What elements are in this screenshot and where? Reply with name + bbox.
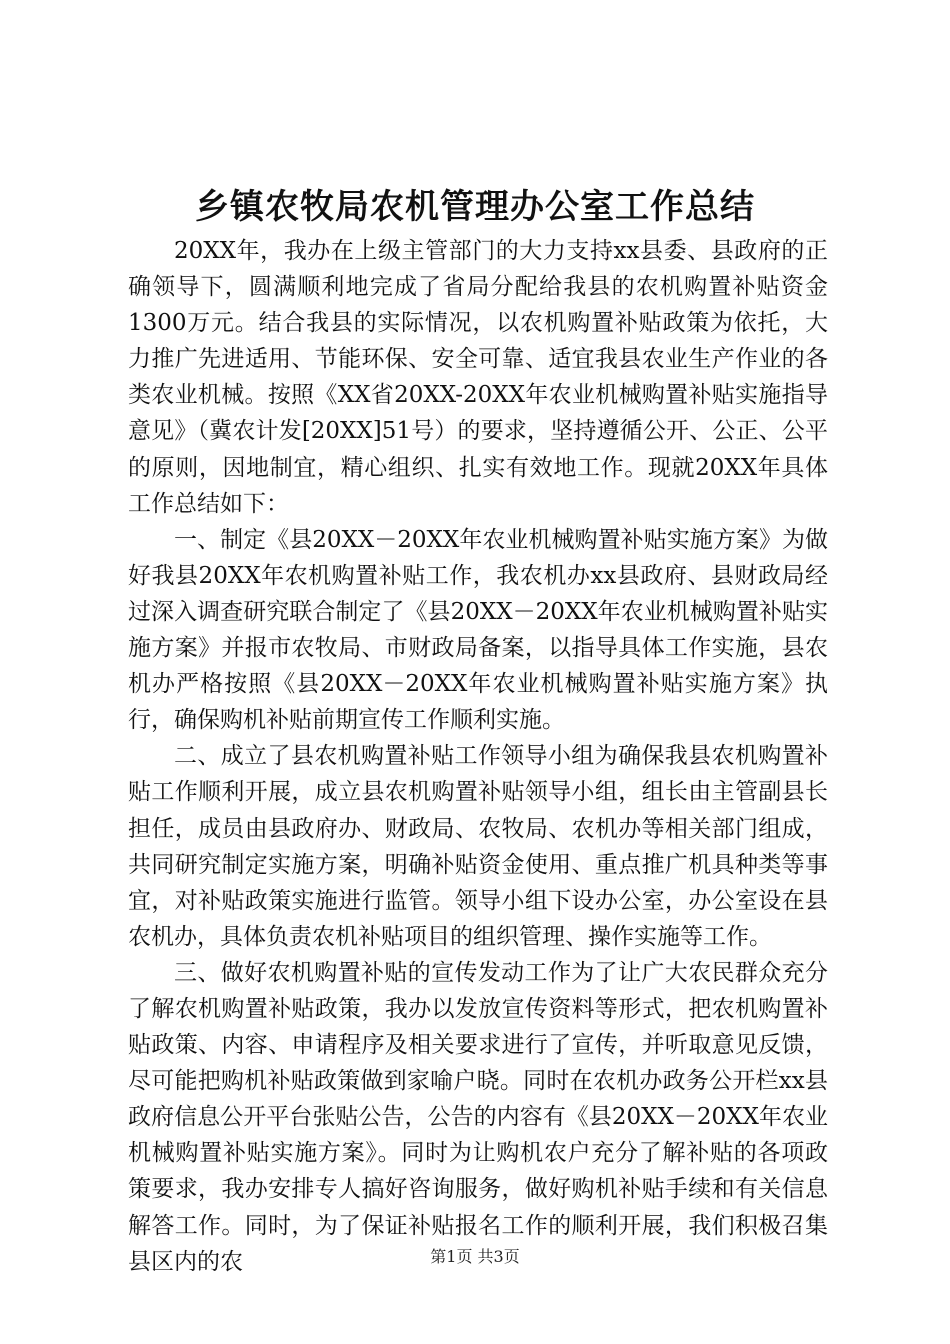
paragraph-section-1: 一、制定《县20XX－20XX年农业机械购置补贴实施方案》为做好我县20XX年农机购置补贴工作，我农机办xx县政府、县财政局经过深入调查研究联合制定了《县20XX－20XX年农业机械购置补贴实施方案》并报市农牧局、市财政局备案，以指导具体工作实施，县农机办严格按照《县20XX－20XX年农业机械购置补贴实施方案》执行，确保购机补贴前期宣传工作顺利实施。 — [128, 526, 828, 734]
document-title: 乡镇农牧局农机管理办公室工作总结 — [195, 187, 755, 227]
paragraph-section-3: 三、做好农机购置补贴的宣传发动工作为了让广大农民群众充分了解农机购置补贴政策，我办以发放宣传资料等形式，把农机购置补贴政策、内容、申请程序及相关要求进行了宣传，并听取意见反馈，尽可能把购机补贴政策做到家喻户晓。同时在农机办政务公开栏xx县政府信息公开平台张贴公告，公告的内容有《县20XX－20XX年农业机械购置补贴实施方案》。同时为让购机农户充分了解补贴的各项政策要求，我办安排专人搞好咨询服务，做好购机补贴手续和有关信息解答工作。同时，为了保证补贴报名工作的顺利开展，我们积极召集县区内的农 — [128, 959, 828, 1275]
paragraph-intro: 20XX年，我办在上级主管部门的大力支持xx县委、县政府的正确领导下，圆满顺利地完成了省局分配给我县的农机购置补贴资金1300万元。结合我县的实际情况，以农机购置补贴政策为依托，大力推广先进适用、节能环保、安全可靠、适宜我县农业生产作业的各类农业机械。按照《XX省20XX-20XX年农业机械购置补贴实施指导意见》（冀农计发[20XX]51号）的要求，坚持遵循公开、公正、公平的原则，因地制宜，精心组织、扎实有效地工作。现就20XX年具体工作总结如下： — [128, 238, 828, 517]
page-footer: 第1页 共3页 — [430, 1247, 520, 1266]
document-body — [128, 233, 828, 1280]
paragraph-section-2: 二、成立了县农机购置补贴工作领导小组为确保我县农机购置补贴工作顺利开展，成立县农机购置补贴领导小组，组长由主管副县长担任，成员由县政府办、财政局、农牧局、农机办等相关部门组成，共同研究制定实施方案，明确补贴资金使用、重点推广机具种类等事宜，对补贴政策实施进行监管。领导小组下设办公室，办公室设在县农机办，具体负责农机补贴项目的组织管理、操作实施等工作。 — [128, 743, 828, 950]
